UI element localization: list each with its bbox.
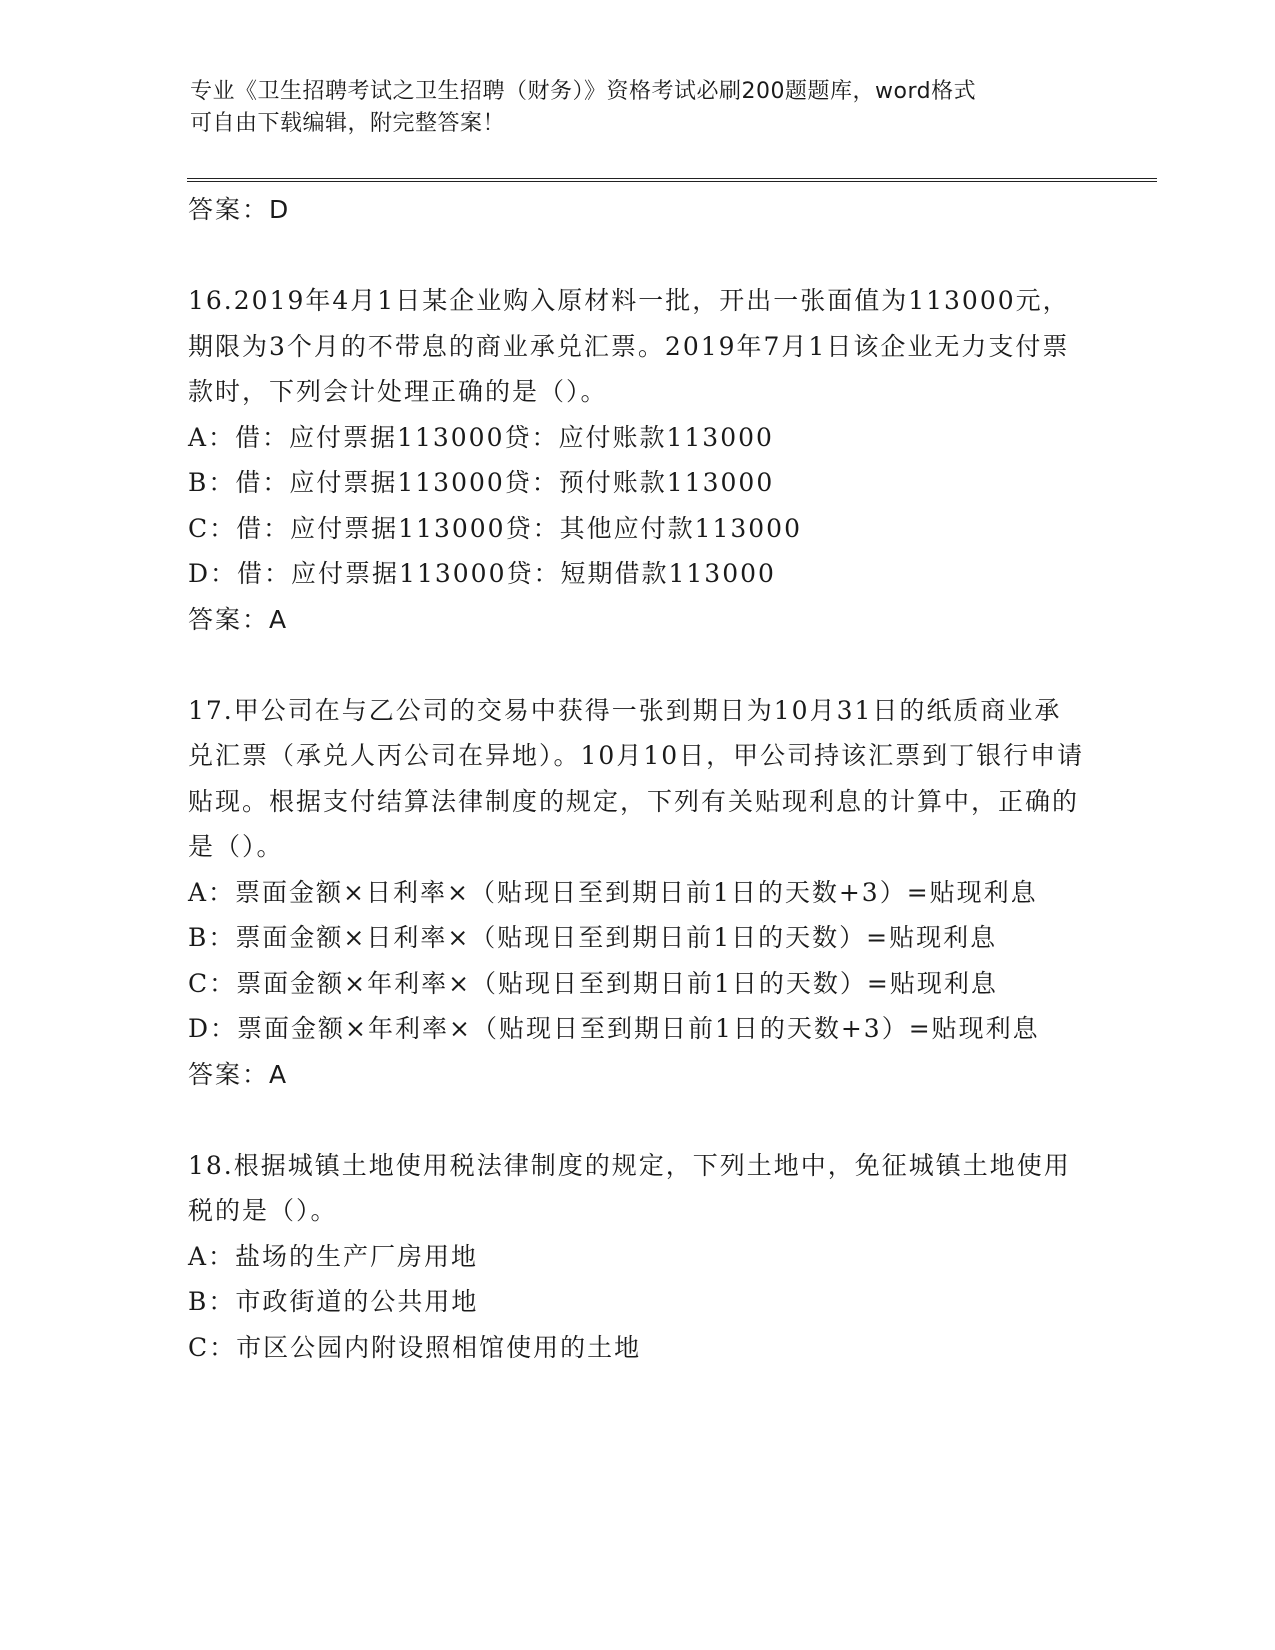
header-line-2: 可自由下载编辑，附完整答案！ [190,111,506,136]
option-c: C：市区公园内附设照相馆使用的土地 [188,1332,642,1362]
question-text: 17.甲公司在与乙公司的交易中获得一张到期日为10月31日的纸质商业承兑汇票（承兑人丙公司在异地）。10月10日，甲公司持该汇票到丁银行申请贴现。根据支付结算法律制度的规定，下列有关贴现利息的计算中，正确的是（）。 [188,695,1085,861]
option-c: C：票面金额×年利率×（贴现日至到期日前1日的天数）=贴现利息 [188,968,998,998]
question-text: 18.根据城镇土地使用税法律制度的规定，下列土地中，免征城镇土地使用税的是（）。 [188,1150,1071,1225]
question-list [188,187,1088,1370]
answer-label: 答案：A [188,604,289,634]
option-b: B：借：应付票据113000贷：预付账款113000 [188,468,775,497]
spacer [188,642,1088,688]
spacer [188,233,1088,279]
option-a: A：票面金额×日利率×（贴现日至到期日前1日的天数+3）=贴现利息 [188,877,1038,907]
document-header [190,76,1070,140]
option-d: D：票面金额×年利率×（贴现日至到期日前1日的天数+3）=贴现利息 [188,1014,1040,1043]
option-b: B：市政街道的公共用地 [188,1287,479,1316]
spacer [188,1097,1088,1143]
question-text: 16.2019年4月1日某企业购入原材料一批，开出一张面值为113000元，期限为3个月的不带息的商业承兑汇票。2019年7月1日该企业无力支付票款时，下列会计处理正确的是（）。 [188,286,1070,406]
option-b: B：票面金额×日利率×（贴现日至到期日前1日的天数）=贴现利息 [188,923,998,952]
header-divider [187,178,1157,182]
answer-label: 答案：D [188,195,291,224]
option-d: D：借：应付票据113000贷：短期借款113000 [188,559,776,588]
question-17 [188,688,1088,1098]
option-a: A：盐场的生产厂房用地 [188,1241,479,1271]
option-c: C：借：应付票据113000贷：其他应付款113000 [188,513,802,543]
answer-label: 答案：A [188,1059,289,1089]
header-line-1: 专业《卫生招聘考试之卫生招聘（财务）》资格考试必刷200题题库，word格式 [190,79,977,104]
question-16 [188,278,1088,642]
option-a: A：借：应付票据113000贷：应付账款113000 [188,422,774,452]
question-18 [188,1143,1088,1371]
